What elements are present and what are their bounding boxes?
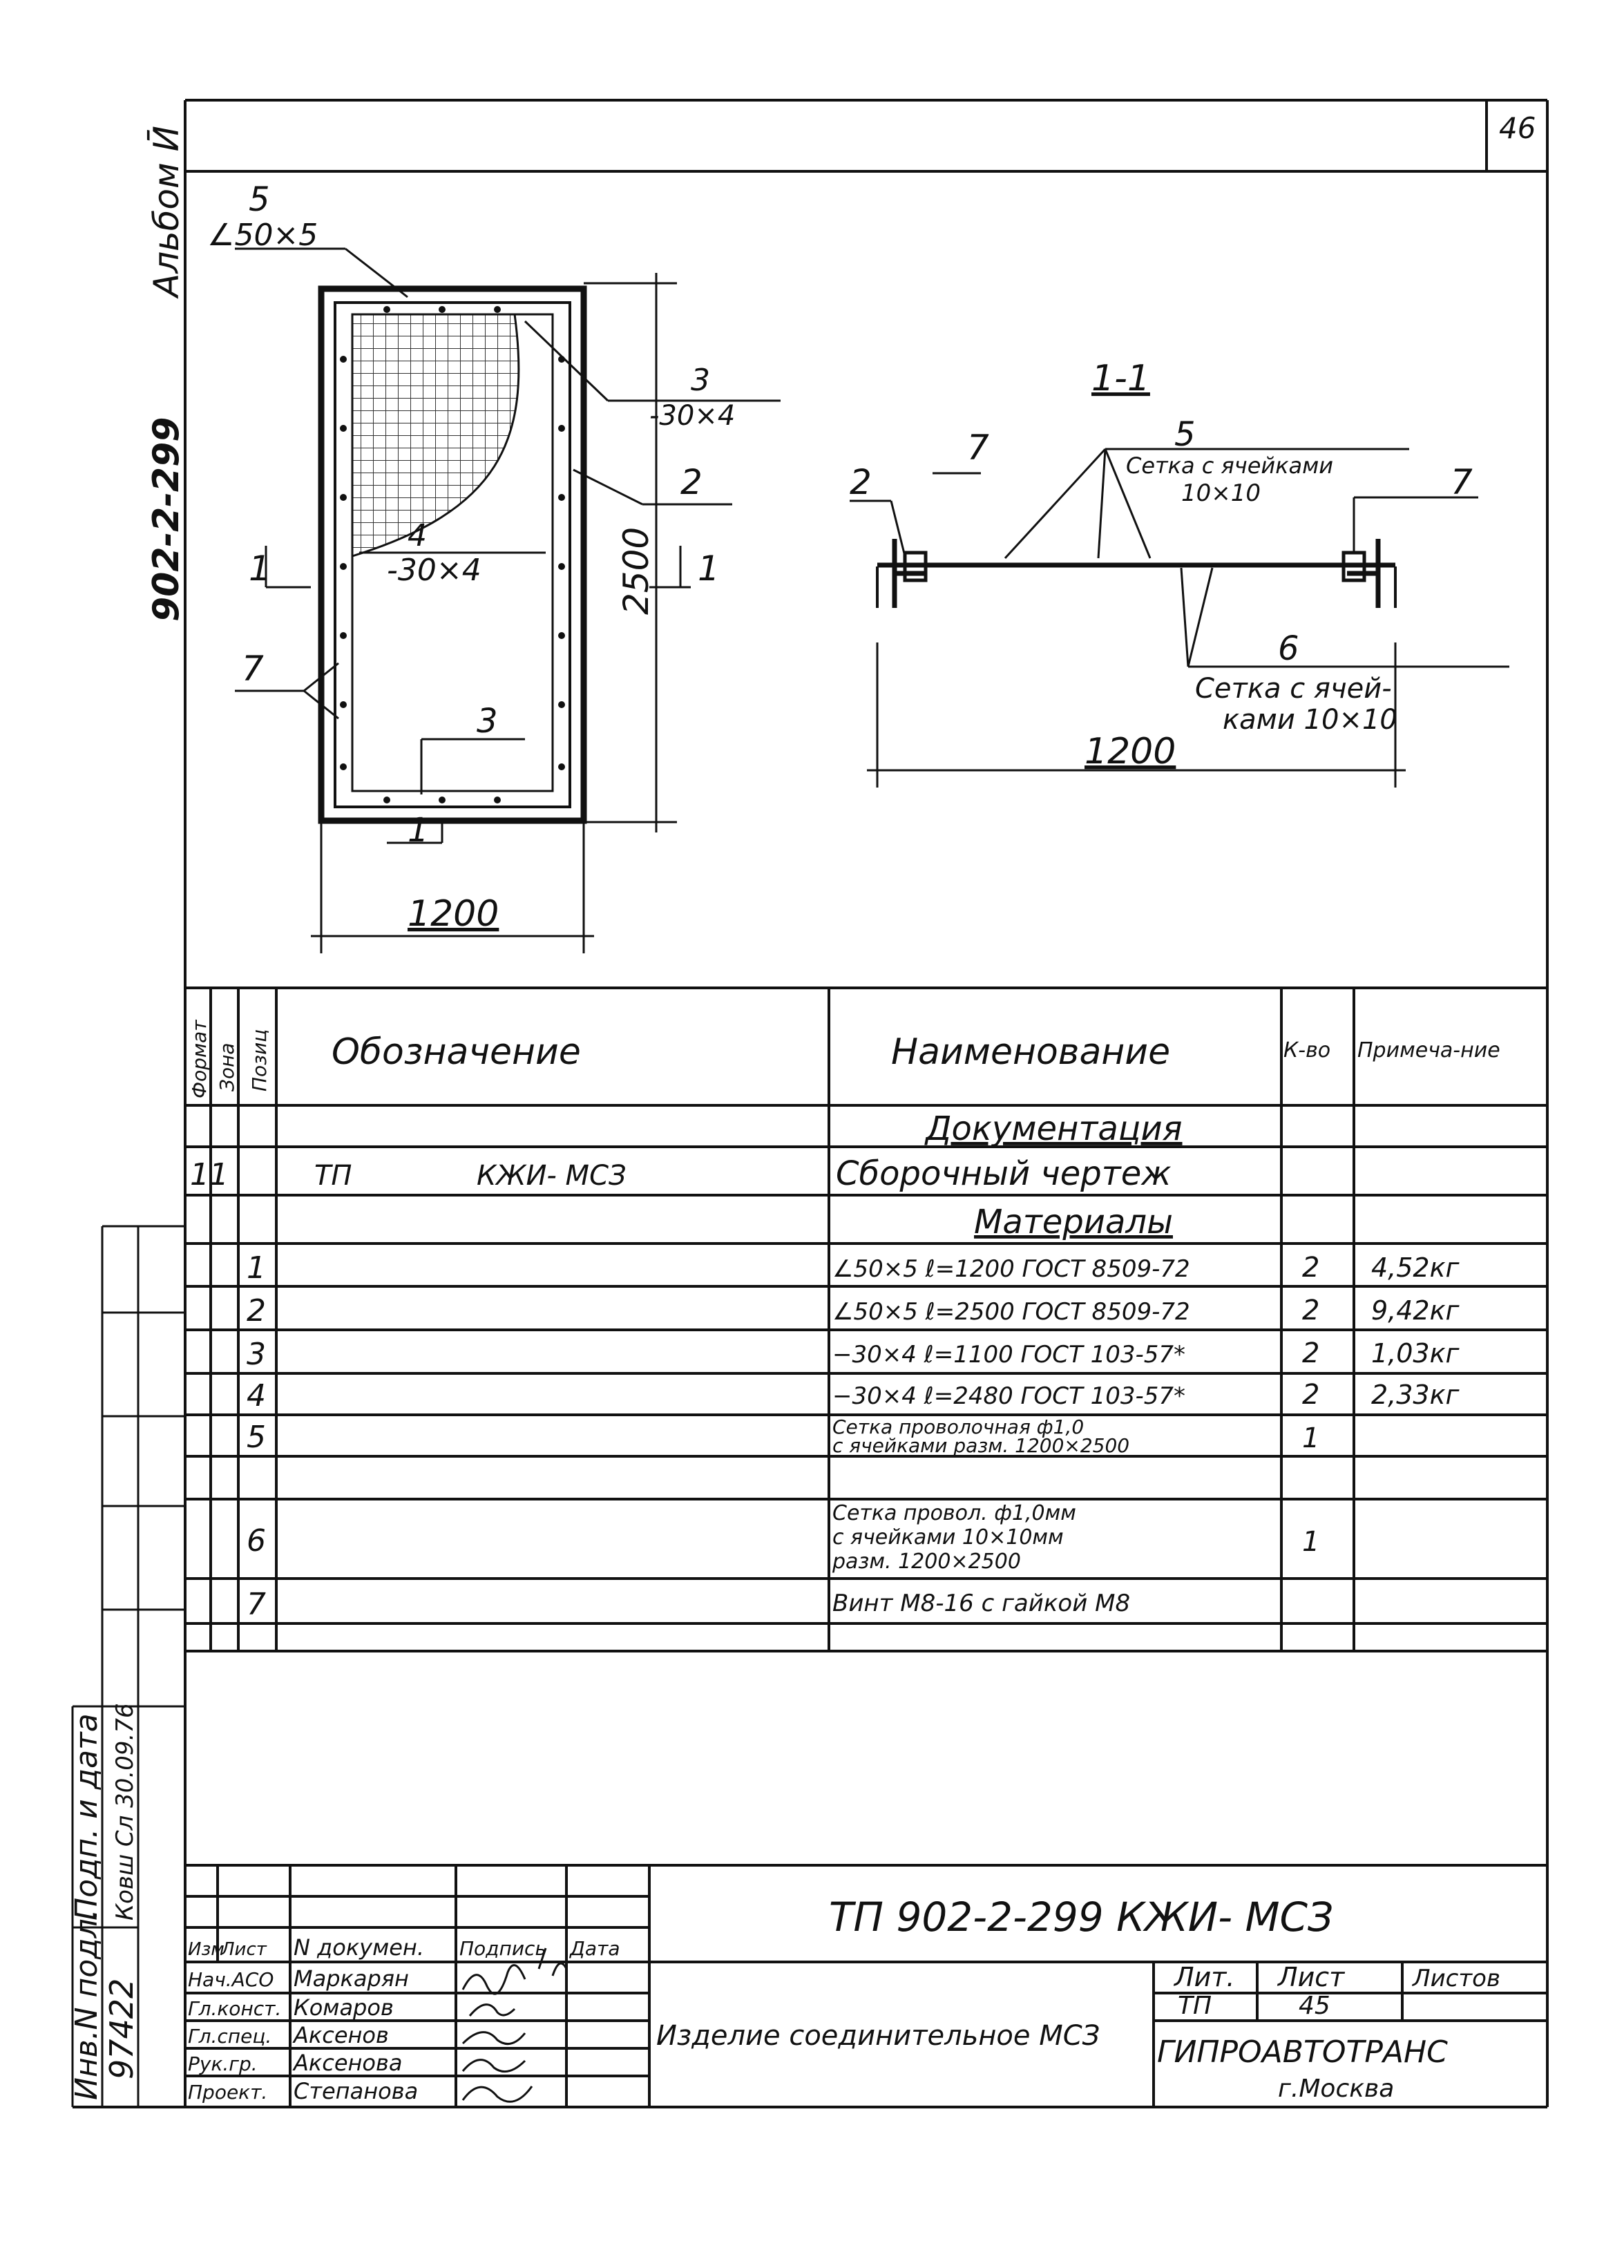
sheet-value: 45	[1299, 1992, 1330, 2020]
plan-pos1-number: 1	[408, 811, 429, 850]
header-quantity: К-во	[1283, 1038, 1331, 1062]
plan-pos4-number: 4	[408, 518, 427, 553]
lit-label: Лит.	[1174, 1962, 1235, 1992]
section-pos6-note-1: Сетка с ячей-	[1195, 673, 1392, 705]
row-name-line-1: Сетка провол. ф1,0мм	[832, 1501, 1076, 1525]
row-position: 1	[247, 1250, 266, 1286]
section-documentation: Документация	[926, 1109, 1183, 1148]
doc-row-format: 11	[190, 1157, 229, 1192]
plan-view	[207, 180, 781, 953]
section-width-dimension: 1200	[1085, 731, 1176, 772]
row-name-line-2: с ячейками разм. 1200×2500	[832, 1434, 1130, 1457]
city: г.Москва	[1278, 2075, 1395, 2103]
title-block	[185, 1865, 1547, 2107]
row-name-line-2: с ячейками 10×10мм	[832, 1525, 1064, 1550]
section-pos7-right-number: 7	[1451, 462, 1473, 502]
row-quantity: 2	[1302, 1295, 1320, 1326]
section-view	[850, 358, 1509, 788]
row-quantity: 2	[1302, 1252, 1320, 1284]
table-row	[247, 1416, 1319, 1457]
row-quantity: 1	[1302, 1526, 1320, 1558]
staff-role: Рук.гр.	[188, 2052, 258, 2075]
row-position: 2	[247, 1293, 266, 1328]
sheet-label: Лист	[1278, 1962, 1345, 1992]
table-row	[247, 1250, 1460, 1286]
row-note: 9,42кг	[1371, 1295, 1460, 1326]
staff-row	[188, 2078, 418, 2104]
sheet-corner-number: 46	[1499, 111, 1536, 145]
section-pos6-number: 6	[1278, 629, 1299, 668]
staff-name: Аксенов	[294, 2022, 389, 2048]
row-name: −30×4 ℓ=2480 ГОСТ 103-57*	[832, 1382, 1185, 1410]
section-title: 1-1	[1091, 358, 1150, 399]
staff-name: Степанова	[294, 2078, 419, 2104]
doc-row-code: КЖИ- МСЗ	[477, 1160, 627, 1192]
row-name: −30×4 ℓ=1100 ГОСТ 103-57*	[832, 1341, 1185, 1369]
table-row	[247, 1587, 1130, 1622]
section-pos7-left-number: 7	[967, 428, 989, 468]
table-row	[247, 1501, 1319, 1574]
table-row	[247, 1337, 1460, 1372]
header-format: Формат	[188, 1020, 211, 1098]
plan-height-dimension: 2500	[616, 526, 656, 615]
doc-row-name: Сборочный чертеж	[836, 1154, 1172, 1193]
row-note: 2,33кг	[1371, 1380, 1460, 1410]
row-position: 5	[247, 1420, 266, 1455]
col-change: Изм	[188, 1939, 225, 1960]
inventory-label: Инв.N подл.	[69, 1909, 104, 2100]
plan-pos3b-number: 3	[477, 702, 498, 741]
header-name: Наименование	[891, 1031, 1171, 1073]
row-quantity: 1	[1302, 1422, 1320, 1454]
staff-row	[188, 1965, 409, 1992]
side-strip	[69, 126, 187, 2107]
section-pos2-number: 2	[850, 462, 872, 502]
row-name: ∠50×5 ℓ=2500 ГОСТ 8509-72	[832, 1298, 1190, 1326]
section-pos5-note-1: Сетка с ячейками	[1126, 452, 1334, 479]
mesh-cutout	[352, 314, 519, 556]
row-name-line-3: разм. 1200×2500	[832, 1550, 1021, 1574]
row-name: Винт М8-16 с гайкой М8	[832, 1590, 1131, 1617]
row-note: 4,52кг	[1371, 1252, 1460, 1283]
section-mark-left: 1	[249, 549, 271, 589]
lit-value: ТП	[1178, 1992, 1212, 2020]
row-quantity: 2	[1302, 1337, 1320, 1369]
sign-date-value: Ковш Сл 30.09.76	[111, 1703, 139, 1921]
row-position: 4	[247, 1378, 266, 1413]
staff-row	[188, 2050, 402, 2076]
header-designation: Обозначение	[332, 1031, 581, 1073]
plan-pos5-profile: ∠50×5	[207, 218, 318, 253]
row-note: 1,03кг	[1371, 1338, 1460, 1369]
row-name: ∠50×5 ℓ=1200 ГОСТ 8509-72	[832, 1255, 1190, 1283]
doc-code: ТП 902-2-299 КЖИ- МСЗ	[829, 1894, 1334, 1941]
organization: ГИПРОАВТОТРАНС	[1157, 2034, 1448, 2070]
plan-pos4-profile: -30×4	[387, 553, 481, 588]
section-pos5-number: 5	[1174, 415, 1196, 454]
col-date: Дата	[570, 1937, 620, 1960]
section-mark-right: 1	[698, 549, 720, 589]
plan-width-dimension: 1200	[408, 893, 499, 935]
plan-pos7-number: 7	[242, 649, 264, 689]
staff-name: Аксенова	[294, 2050, 403, 2076]
staff-role: Гл.спец.	[188, 2025, 272, 2048]
staff-row	[188, 2022, 389, 2048]
plan-pos3-number: 3	[691, 363, 710, 398]
col-signature: Подпись	[459, 1937, 546, 1960]
section-pos5-note-2: 10×10	[1181, 479, 1261, 507]
section-pos6-note-2: ками 10×10	[1223, 704, 1397, 736]
specification-table	[185, 988, 1547, 1651]
staff-role: Гл.конст.	[188, 1997, 282, 2020]
table-row	[247, 1378, 1460, 1413]
plan-pos2-number: 2	[680, 462, 703, 502]
row-position: 6	[247, 1523, 266, 1559]
plan-pos3-profile: -30×4	[649, 400, 736, 432]
signatures	[463, 1948, 566, 2102]
row-quantity: 2	[1302, 1379, 1320, 1411]
doc-row-code-prefix: ТП	[314, 1160, 352, 1192]
row-position: 3	[247, 1337, 266, 1372]
sheet-frame	[73, 100, 1547, 2107]
inventory-value: 97422	[103, 1978, 140, 2079]
sign-date-label: Подп. и дата	[69, 1713, 104, 1921]
row-position: 7	[247, 1587, 266, 1622]
table-row	[247, 1293, 1460, 1328]
header-note: Примеча-ние	[1357, 1038, 1500, 1062]
col-sheet: Лист	[221, 1939, 267, 1960]
staff-name: Комаров	[294, 1994, 394, 2021]
row-name-line-1: Сетка проволочная ф1,0	[832, 1416, 1085, 1438]
staff-name: Маркарян	[294, 1965, 409, 1992]
album-label: Альбом Ӣ	[146, 125, 187, 297]
col-document: N докумен.	[294, 1934, 424, 1961]
staff-role: Проект.	[188, 2081, 268, 2104]
header-position: Позиц	[248, 1029, 271, 1092]
plan-pos5-number: 5	[249, 180, 270, 219]
section-materials: Материалы	[974, 1203, 1173, 1241]
sheets-label: Листов	[1413, 1965, 1501, 1992]
side-drawing-code: 902-2-299	[146, 417, 187, 622]
item-name: Изделие соединительное МСЗ	[656, 2020, 1100, 2052]
staff-role: Нач.АСО	[188, 1968, 274, 1991]
header-zone: Зона	[216, 1042, 238, 1092]
